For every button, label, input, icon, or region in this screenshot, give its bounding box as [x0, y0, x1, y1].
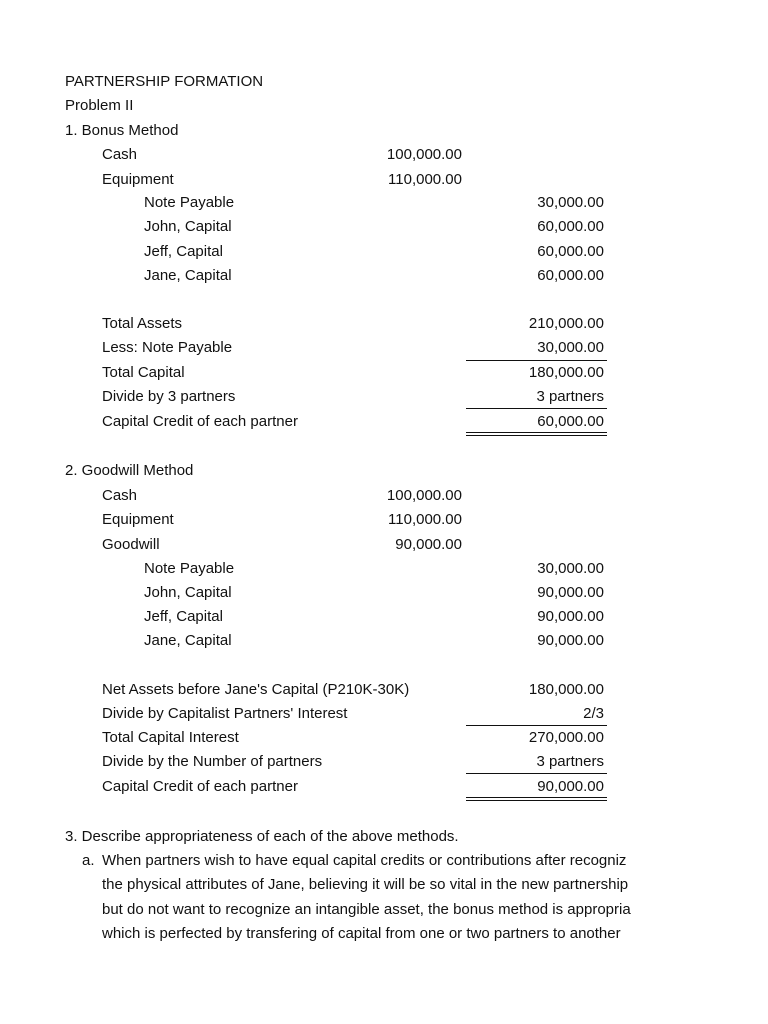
describe-heading: 3. Describe appropriateness of each of the above methods.: [65, 828, 459, 845]
bonus-method-heading: 1. Bonus Method: [65, 122, 179, 139]
bonus-less-note-label: Less: Note Payable: [102, 339, 233, 356]
goodwill-divide-interest-label: Divide by Capitalist Partners' Interest: [102, 705, 348, 722]
bonus-john-capital-label: John, Capital: [144, 218, 232, 235]
goodwill-jane-capital-label: Jane, Capital: [144, 632, 232, 649]
describe-item-a-line-2: the physical attributes of Jane, believing it will be so vital in the new partnership: [102, 876, 629, 893]
bonus-jeff-capital-credit: 60,000.00: [537, 243, 604, 260]
bonus-jane-capital-credit: 60,000.00: [537, 267, 604, 284]
goodwill-john-capital-credit: 90,000.00: [537, 584, 604, 601]
bonus-total-assets-label: Total Assets: [102, 315, 183, 332]
describe-item-a-line-3: but do not want to recognize an intangible asset, the bonus method is appropria: [102, 901, 631, 918]
goodwill-net-assets-value: 180,000.00: [528, 681, 604, 698]
goodwill-goodwill-label: Goodwill: [102, 536, 160, 553]
goodwill-john-capital-label: John, Capital: [144, 584, 232, 601]
bonus-jane-capital-label: Jane, Capital: [144, 267, 232, 284]
goodwill-cash-label: Cash: [102, 487, 138, 504]
goodwill-jeff-capital-credit: 90,000.00: [537, 608, 604, 625]
goodwill-jeff-capital-label: Jeff, Capital: [144, 608, 223, 625]
goodwill-equipment-label: Equipment: [102, 511, 174, 528]
describe-item-a-line-4: which is perfected by transfering of capital from one or two partners to another: [102, 925, 621, 942]
describe-item-a-marker: a.: [82, 852, 95, 869]
goodwill-divide-partners-label: Divide by the Number of partners: [102, 753, 323, 770]
bonus-credit-each-label: Capital Credit of each partner: [102, 413, 298, 430]
goodwill-total-interest-value: 270,000.00: [528, 729, 604, 746]
bonus-equipment-label: Equipment: [102, 171, 174, 188]
goodwill-total-interest-label: Total Capital Interest: [102, 729, 239, 746]
goodwill-credit-each-label: Capital Credit of each partner: [102, 778, 298, 795]
bonus-total-assets-value: 210,000.00: [528, 315, 604, 332]
document-title: PARTNERSHIP FORMATION: [65, 73, 264, 90]
problem-label: Problem II: [65, 97, 134, 114]
bonus-less-note-value: 30,000.00: [537, 339, 604, 356]
goodwill-equipment-debit: 110,000.00: [388, 511, 462, 528]
bonus-note-payable-label: Note Payable: [144, 194, 235, 211]
bonus-cash-label: Cash: [102, 146, 138, 163]
bonus-total-capital-label: Total Capital: [102, 364, 185, 381]
goodwill-note-payable-label: Note Payable: [144, 560, 235, 577]
goodwill-jane-capital-credit: 90,000.00: [537, 632, 604, 649]
bonus-equipment-debit: 110,000.00: [388, 171, 462, 188]
goodwill-goodwill-debit: 90,000.00: [395, 536, 462, 553]
bonus-cash-debit: 100,000.00: [386, 146, 462, 163]
describe-item-a-line-1: When partners wish to have equal capital credits or contributions after recogniz: [102, 852, 627, 869]
goodwill-method-heading: 2. Goodwill Method: [65, 462, 194, 479]
goodwill-cash-debit: 100,000.00: [386, 487, 462, 504]
goodwill-credit-each-value: 90,000.00: [537, 778, 604, 795]
goodwill-net-assets-label: Net Assets before Jane's Capital (P210K-30K): [102, 681, 410, 698]
goodwill-divide-interest-value: 2/3: [583, 705, 604, 722]
bonus-john-capital-credit: 60,000.00: [537, 218, 604, 235]
bonus-jeff-capital-label: Jeff, Capital: [144, 243, 223, 260]
bonus-note-payable-credit: 30,000.00: [537, 194, 604, 211]
bonus-divide-label: Divide by 3 partners: [102, 388, 236, 405]
bonus-divide-value: 3 partners: [536, 388, 604, 405]
goodwill-divide-partners-value: 3 partners: [536, 753, 604, 770]
bonus-credit-each-value: 60,000.00: [537, 413, 604, 430]
goodwill-note-payable-credit: 30,000.00: [537, 560, 604, 577]
bonus-total-capital-value: 180,000.00: [528, 364, 604, 381]
